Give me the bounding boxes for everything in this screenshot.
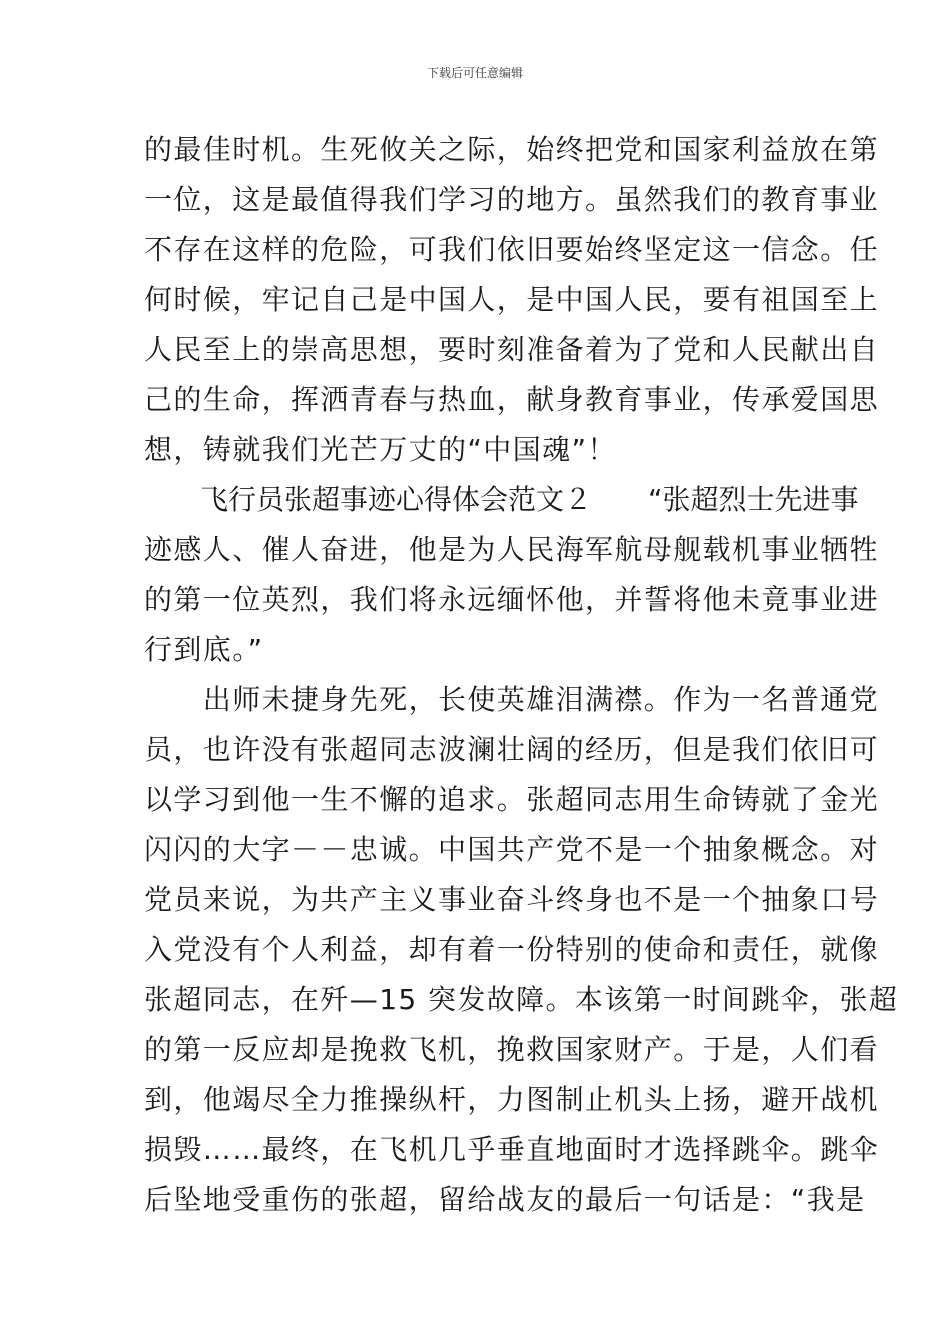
paragraph-start-line: 出师未捷身先死，长使英雄泪满襟。作为一名普通党 bbox=[144, 683, 880, 716]
body-line: 行到底。” bbox=[144, 633, 264, 666]
section-heading-line: 飞行员张超事迹心得体会范文２ “张超烈士先进事 bbox=[144, 483, 859, 516]
body-line: 的最佳时机。生死攸关之际，始终把党和国家利益放在第 bbox=[144, 133, 880, 166]
body-line: 不存在这样的危险，可我们依旧要始终坚定这一信念。任 bbox=[144, 233, 880, 266]
body-line: 己的生命，挥洒青春与热血，献身教育事业，传承爱国思 bbox=[144, 383, 880, 416]
body-line: 人民至上的崇高思想，要时刻准备着为了党和人民献出自 bbox=[144, 333, 880, 366]
body-line: 员，也许没有张超同志波澜壮阔的经历，但是我们依旧可 bbox=[144, 733, 880, 766]
body-line: 一位，这是最值得我们学习的地方。虽然我们的教育事业 bbox=[144, 183, 880, 216]
body-line: 闪闪的大字－－忠诚。中国共产党不是一个抽象概念。对 bbox=[144, 833, 880, 866]
body-line: 张超同志，在歼—15 突发故障。本该第一时间跳伞，张超 bbox=[144, 983, 899, 1016]
body-line: 的第一反应却是挽救飞机，挽救国家财产。于是，人们看 bbox=[144, 1033, 880, 1066]
body-line: 的第一位英烈，我们将永远缅怀他，并誓将他未竟事业进 bbox=[144, 583, 880, 616]
body-line: 想，铸就我们光芒万丈的“中国魂”！ bbox=[144, 433, 617, 466]
body-line: 何时候，牢记自己是中国人，是中国人民，要有祖国至上 bbox=[144, 283, 880, 316]
body-line: 到，他竭尽全力推操纵杆，力图制止机头上扬，避开战机 bbox=[144, 1083, 880, 1116]
body-line: 损毁……最终，在飞机几乎垂直地面时才选择跳伞。跳伞 bbox=[144, 1133, 880, 1166]
body-line: 以学习到他一生不懈的追求。张超同志用生命铸就了金光 bbox=[144, 783, 880, 816]
body-line: 入党没有个人利益，却有着一份特别的使命和责任，就像 bbox=[144, 933, 880, 966]
body-line: 迹感人、催人奋进，他是为人民海军航母舰载机事业牺牲 bbox=[144, 533, 880, 566]
body-line: 党员来说，为共产主义事业奋斗终身也不是一个抽象口号 bbox=[144, 883, 880, 916]
page-header: 下载后可任意编辑 bbox=[426, 66, 523, 80]
body-line: 后坠地受重伤的张超，留给战友的最后一句话是：“我是 bbox=[144, 1183, 866, 1216]
